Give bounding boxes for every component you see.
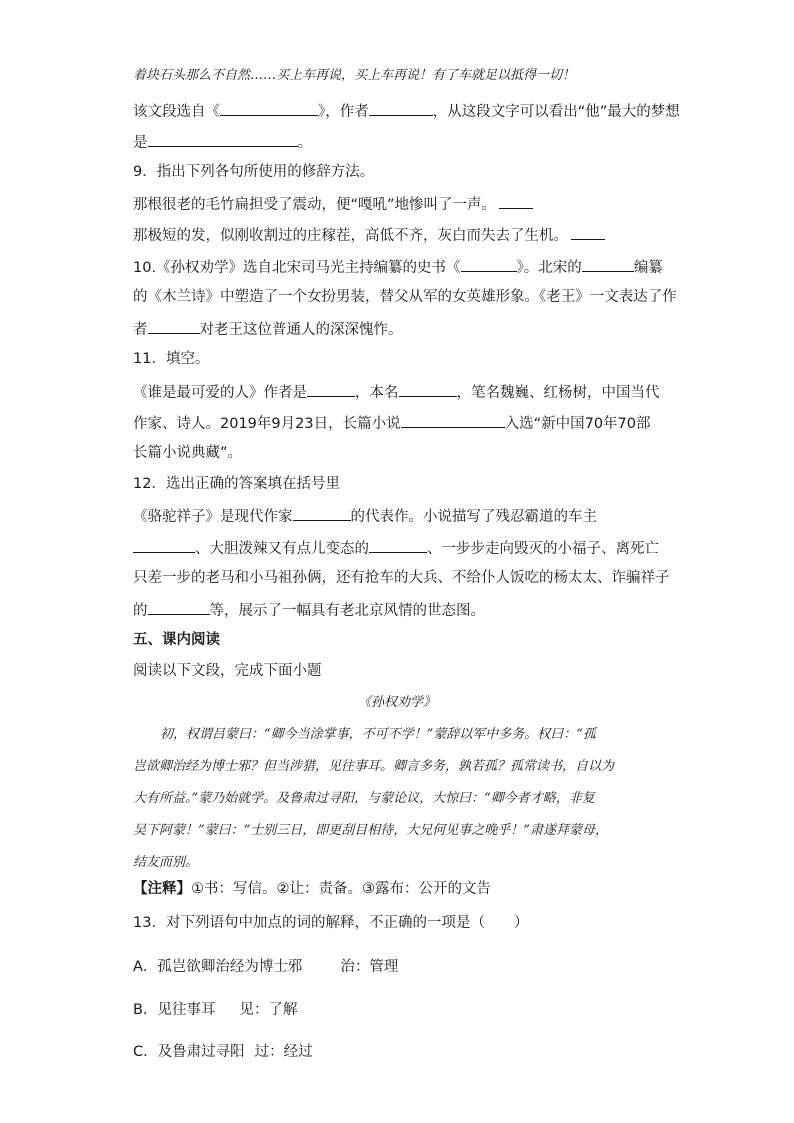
- text: 该文段选自《: [133, 104, 220, 120]
- note-marker: ②: [276, 881, 290, 897]
- text: 10.《孙权劝学》选自北宋司马光主持编纂的史书《: [133, 260, 461, 276]
- question-11-line-3: 长篇小说典藏”。: [133, 445, 243, 461]
- answer-blank-10-history-book[interactable]: [461, 256, 517, 272]
- question-12-line-3: 只差一步的老马和小马祖孙俩，还有抢车的大兵、不给仆人饭吃的杨太太、诈骗祥子: [133, 570, 670, 586]
- option-c[interactable]: [133, 1042, 313, 1062]
- question-11-line-2: [133, 412, 651, 434]
- passage-title: 《孙权劝学》: [357, 695, 436, 710]
- answer-blank-9a[interactable]: [499, 193, 533, 209]
- option-gloss: 治：管理: [340, 959, 399, 975]
- text: ，从这段文字可以看出“他”最大的梦想: [432, 104, 680, 120]
- option-gloss: 见：了解: [239, 1002, 298, 1018]
- text: 《骆驼祥子》是现代作家: [133, 509, 293, 525]
- section-heading: 五、课内阅读: [133, 632, 220, 648]
- question-9-title: 9．指出下列各句所使用的修辞方法。: [133, 164, 375, 180]
- note-text: 露布：公开的文告: [375, 881, 491, 897]
- question-12-line-2: [133, 537, 659, 559]
- text: 入选“新中国70年70部: [504, 416, 651, 432]
- question-dream-line: [133, 131, 312, 153]
- question-source-line: [133, 100, 680, 122]
- note-marker: ③: [362, 881, 375, 897]
- annotation-line: [133, 879, 491, 899]
- answer-blank-11-realname[interactable]: [399, 381, 457, 397]
- option-text: A．孤岂欲卿治经为博士邪: [133, 959, 303, 975]
- answer-blank-dream[interactable]: [148, 131, 298, 147]
- answer-blank-10-compiler[interactable]: [582, 256, 634, 272]
- annotation-label: 【注释】: [133, 881, 191, 897]
- option-b[interactable]: [133, 1000, 297, 1020]
- text: 。: [297, 135, 312, 151]
- text: 》。北宋的: [516, 260, 582, 276]
- answer-blank-author[interactable]: [369, 100, 433, 116]
- option-a[interactable]: [133, 957, 398, 977]
- question-13-title: 13．对下列语句中加点的词的解释，不正确的一项是（ ）: [133, 915, 529, 931]
- answer-blank-11-novel[interactable]: [401, 412, 505, 428]
- text: 的: [133, 603, 148, 619]
- text: 者: [133, 322, 148, 338]
- answer-blank-12-author[interactable]: [293, 505, 351, 521]
- text: 作家、诗人。2019年9月23日，长篇小说: [133, 416, 401, 432]
- text: 《谁是最可爱的人》作者是: [133, 385, 307, 401]
- note-text: 书：写信。: [204, 881, 277, 897]
- passage-line: 大有所益。”蒙乃始就学。及鲁肃过寻阳，与蒙论议，大惊曰：“卿今者才略，非复: [133, 791, 595, 806]
- option-gloss: 过：经过: [254, 1044, 313, 1060]
- question-11-line-1: [133, 381, 660, 403]
- option-text: B．见往事耳: [133, 1002, 216, 1018]
- text: 是: [133, 135, 148, 151]
- text: ，笔名魏巍、红杨树，中国当代: [456, 385, 660, 401]
- question-12-line-1: [133, 505, 597, 527]
- answer-blank-12-swindler[interactable]: [148, 599, 210, 615]
- option-text: C．及鲁肃过寻阳: [133, 1044, 245, 1060]
- text: 、大胆泼辣又有点儿变态的: [195, 541, 369, 557]
- answer-blank-9b[interactable]: [571, 224, 605, 240]
- text: 、一步步走向毁灭的小福子、离死亡: [427, 541, 659, 557]
- question-12-title: 12．选出正确的答案填在括号里: [133, 476, 340, 492]
- text: 的代表作。小说描写了残忍霸道的车主: [350, 509, 597, 525]
- question-10-line-3: [133, 318, 403, 340]
- passage-line: 岂欲卿治经为博士邪？但当涉猎，见往事耳。卿言多务，孰若孤？孤常读书，自以为: [133, 759, 615, 774]
- note-text: 让：责备。: [289, 881, 362, 897]
- answer-blank-12-owner[interactable]: [133, 537, 195, 553]
- text: ，本名: [355, 385, 399, 401]
- text: 对老王这位普通人的深深愧怍。: [199, 322, 403, 338]
- text: 那极短的发，似刚收割过的庄稼茬，高低不齐，灰白而失去了生机。: [133, 228, 568, 244]
- passage-line: 初，权谓吕蒙曰：“卿今当涂掌事，不可不学！”蒙辞以军中多务。权曰：“孤: [160, 727, 596, 742]
- reading-instruction: 阅读以下文段，完成下面小题: [133, 663, 322, 679]
- answer-blank-book[interactable]: [220, 100, 318, 116]
- text: 》，作者: [318, 104, 369, 120]
- text: 等，展示了一幅具有老北京风情的世态图。: [209, 603, 485, 619]
- answer-blank-10-author[interactable]: [148, 318, 200, 334]
- passage-excerpt-line: 着块石头那么不自然……买上车再说，买上车再说！有了车就足以抵得一切！: [133, 68, 576, 83]
- passage-line: 结友而别。: [133, 855, 199, 870]
- question-12-line-4: [133, 599, 485, 621]
- answer-blank-11-author[interactable]: [307, 381, 355, 397]
- question-11-title: 11．填空。: [133, 351, 210, 367]
- note-marker: ①: [191, 881, 204, 897]
- question-10-line-2: 的《木兰诗》中塑造了一个女扮男装，替父从军的女英雄形象。《老王》一文表达了作: [133, 289, 677, 305]
- question-9-sentence-b: [133, 224, 605, 246]
- question-10-line-1: [133, 256, 663, 278]
- text: 编纂: [633, 260, 663, 276]
- text: 那根很老的毛竹扁担受了震动，便“嘎吼”地惨叫了一声。: [133, 197, 497, 213]
- answer-blank-12-character[interactable]: [369, 537, 427, 553]
- passage-line: 吴下阿蒙！”蒙曰：“士别三日，即更刮目相待，大兄何见事之晚乎！”肃遂拜蒙母，: [133, 823, 608, 838]
- question-9-sentence-a: [133, 193, 533, 215]
